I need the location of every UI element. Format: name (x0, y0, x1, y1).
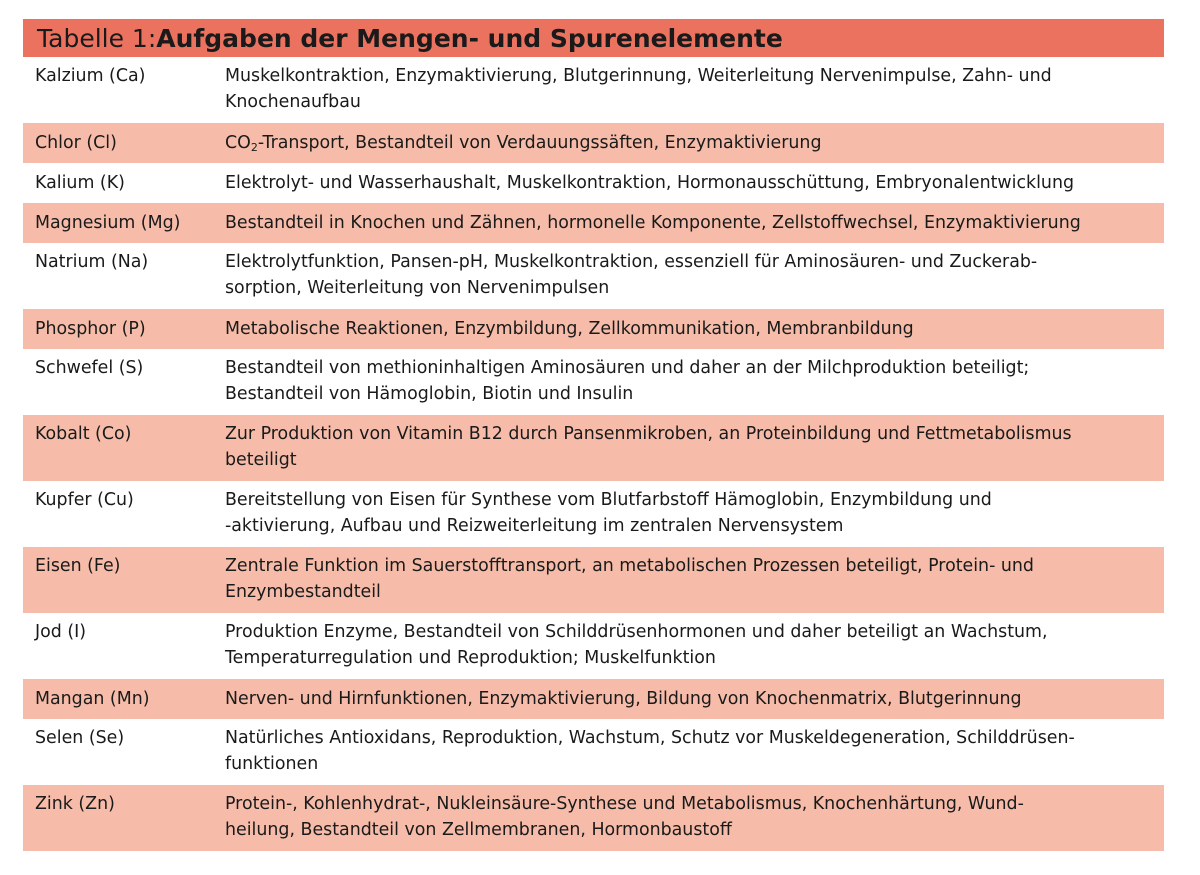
element-name: Zink (Zn) (35, 794, 115, 814)
table-title (23, 19, 1164, 57)
element-function (225, 249, 1164, 301)
function-line: Produktion Enzyme, Bestandteil von Schilddrüsenhormonen und daher beteiligt an Wachstum, (225, 622, 1048, 642)
function-line: Elektrolyt- und Wasserhaushalt, Muskelkontraktion, Hormonausschüttung, Embryonalentwicklung (225, 173, 1075, 193)
function-line: Metabolische Reaktionen, Enzymbildung, Zellkommunikation, Membranbildung (225, 319, 914, 339)
table-row (23, 203, 1164, 243)
element-function (225, 725, 1164, 777)
function-line: beteiligt (225, 450, 297, 470)
element-name: Phosphor (P) (35, 319, 146, 339)
function-line: Zentrale Funktion im Sauerstofftransport, an metabolischen Prozessen beteiligt, Protein- und (225, 556, 1034, 576)
element-function (225, 316, 1164, 342)
table-row (23, 163, 1164, 203)
element-function (225, 421, 1164, 473)
element-function (225, 553, 1164, 605)
element-name: Magnesium (Mg) (35, 213, 181, 233)
element-name: Jod (I) (35, 622, 87, 642)
element-name: Kalzium (Ca) (35, 66, 146, 86)
function-line (225, 130, 1158, 156)
element-function (225, 355, 1164, 407)
table-row (23, 613, 1164, 679)
function-line: Bestandteil von Hämoglobin, Biotin und Insulin (225, 384, 634, 404)
function-line: Elektrolytfunktion, Pansen-pH, Muskelkontraktion, essenziell für Aminosäuren- und Zuckerab- (225, 252, 1038, 272)
table-row (23, 481, 1164, 547)
function-line: Bestandteil von methioninhaltigen Aminosäuren und daher an der Milchproduktion beteiligt; (225, 358, 1030, 378)
table-row (23, 785, 1164, 851)
function-text: -Transport, Bestandteil von Verdauungssäften, Enzymaktivierung (257, 133, 822, 153)
function-line: Enzymbestandteil (225, 582, 381, 602)
element-name: Selen (Se) (35, 728, 125, 748)
element-name: Kupfer (Cu) (35, 490, 134, 510)
function-line: Protein-, Kohlenhydrat-, Nukleinsäure-Synthese und Metabolismus, Knochenhärtung, Wund- (225, 794, 1024, 814)
function-line: -aktivierung, Aufbau und Reizweiterleitung im zentralen Nervensystem (225, 516, 844, 536)
element-function (225, 210, 1164, 236)
element-name: Natrium (Na) (35, 252, 149, 272)
co2-subscript: 2 (250, 141, 258, 154)
table-row (23, 57, 1164, 123)
co2-formula: CO (225, 133, 251, 153)
function-line: Temperaturregulation und Reproduktion; Muskelfunktion (225, 648, 716, 668)
element-function (225, 130, 1164, 156)
table-row (23, 679, 1164, 719)
function-line: Nerven- und Hirnfunktionen, Enzymaktivierung, Bildung von Knochenmatrix, Blutgerinnung (225, 689, 1022, 709)
table-row (23, 349, 1164, 415)
function-line: Zur Produktion von Vitamin B12 durch Pansenmikroben, an Proteinbildung und Fettmetabolismus (225, 424, 1072, 444)
function-line: Knochenaufbau (225, 92, 361, 112)
element-name: Mangan (Mn) (35, 689, 150, 709)
table-row (23, 243, 1164, 309)
function-line: heilung, Bestandteil von Zellmembranen, Hormonbaustoff (225, 820, 732, 840)
element-name: Kalium (K) (35, 173, 125, 193)
element-function (225, 170, 1164, 196)
element-function (225, 686, 1164, 712)
element-function (225, 619, 1164, 671)
element-function (225, 791, 1164, 843)
table-title-main: Aufgaben der Mengen- und Spurenelemente (156, 23, 783, 53)
element-name: Eisen (Fe) (35, 556, 121, 576)
table-row (23, 415, 1164, 481)
table-title-prefix: Tabelle 1: (37, 23, 157, 53)
element-name: Chlor (Cl) (35, 133, 117, 153)
element-function (225, 487, 1164, 539)
function-line: Muskelkontraktion, Enzymaktivierung, Blutgerinnung, Weiterleitung Nervenimpulse, Zahn- und (225, 66, 1052, 86)
function-line: Natürliches Antioxidans, Reproduktion, Wachstum, Schutz vor Muskeldegeneration, Schilddrüsen- (225, 728, 1075, 748)
function-line: Bestandteil in Knochen und Zähnen, hormonelle Komponente, Zellstoffwechsel, Enzymaktivierung (225, 213, 1081, 233)
function-line: sorption, Weiterleitung von Nervenimpulsen (225, 278, 610, 298)
function-line: Bereitstellung von Eisen für Synthese vom Blutfarbstoff Hämoglobin, Enzymbildung und (225, 490, 992, 510)
table-row (23, 547, 1164, 613)
elements-table (23, 19, 1164, 851)
element-function (225, 63, 1164, 115)
function-line: funktionen (225, 754, 319, 774)
element-name: Schwefel (S) (35, 358, 144, 378)
element-name: Kobalt (Co) (35, 424, 132, 444)
table-row (23, 123, 1164, 163)
table-row (23, 309, 1164, 349)
table-row (23, 719, 1164, 785)
